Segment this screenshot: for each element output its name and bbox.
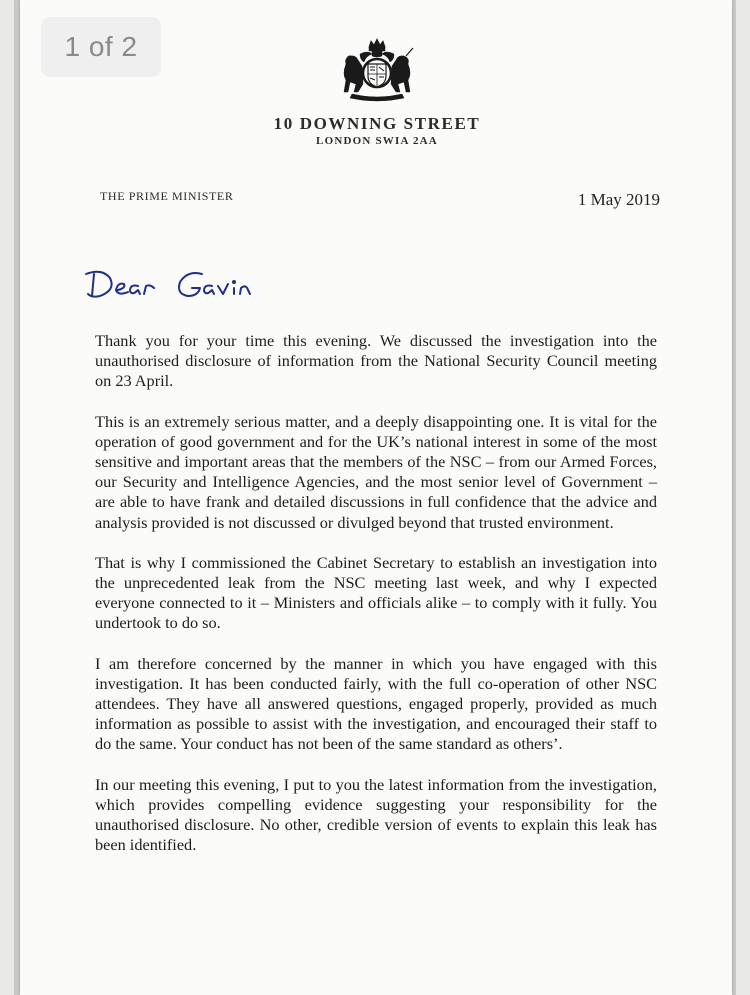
letter-date: 1 May 2019 [577,190,660,209]
body-paragraph-3: That is why I commissioned the Cabinet Secretary to establish an investigation into the unprecedented leak from the NSC meeting last week, and why I expected everyone connected to it – Ministers and officials alike – to comply with it fully. You undertook to do so. [95,552,657,633]
page-indicator-badge: 1 of 2 [41,17,161,77]
letterhead-address: 10 DOWNING STREET [273,114,481,133]
body-paragraph-5: In our meeting this evening, I put to you the latest information from the investigation, which provides compelling evidence suggesting your responsibility for the unauthorised disclosure. No other, credible version of events to explain this leak has been identified. [95,774,657,855]
body-paragraph-4: I am therefore concerned by the manner in which you have engaged with this investigation. It has been conducted fairly, with the full co-operation of other NSC attendees. They have all answered questions, engaged properly, provided as much information as possible to assist with the investigation, and encouraged their staff to do the same. Your conduct has not been of the same standard as others’. [95,653,657,754]
handwritten-salutation-signature [80,258,270,308]
letterhead-postcode: LONDON SWIA 2AA [316,135,438,147]
body-paragraph-1: Thank you for your time this evening. We discussed the investigation into the unauthorised disclosure of information from the National Security Council meeting on 23 April. [95,331,657,391]
body-paragraph-2: This is an extremely serious matter, and a deeply disappointing one. It is vital for the operation of good government and for the UK’s national interest in some of the most sensitive and important areas that the members of the NSC – from our Armed Forces, our Security and Intelligence Agencies, and the most senior level of Government – are able to have frank and detailed discussions in full confidence that the advice and analysis provided is not discussed or divulged beyond that trusted environment. [95,411,657,532]
letter-body [95,331,657,875]
sender-title: THE PRIME MINISTER [100,189,234,203]
royal-coat-of-arms-icon [338,38,416,102]
